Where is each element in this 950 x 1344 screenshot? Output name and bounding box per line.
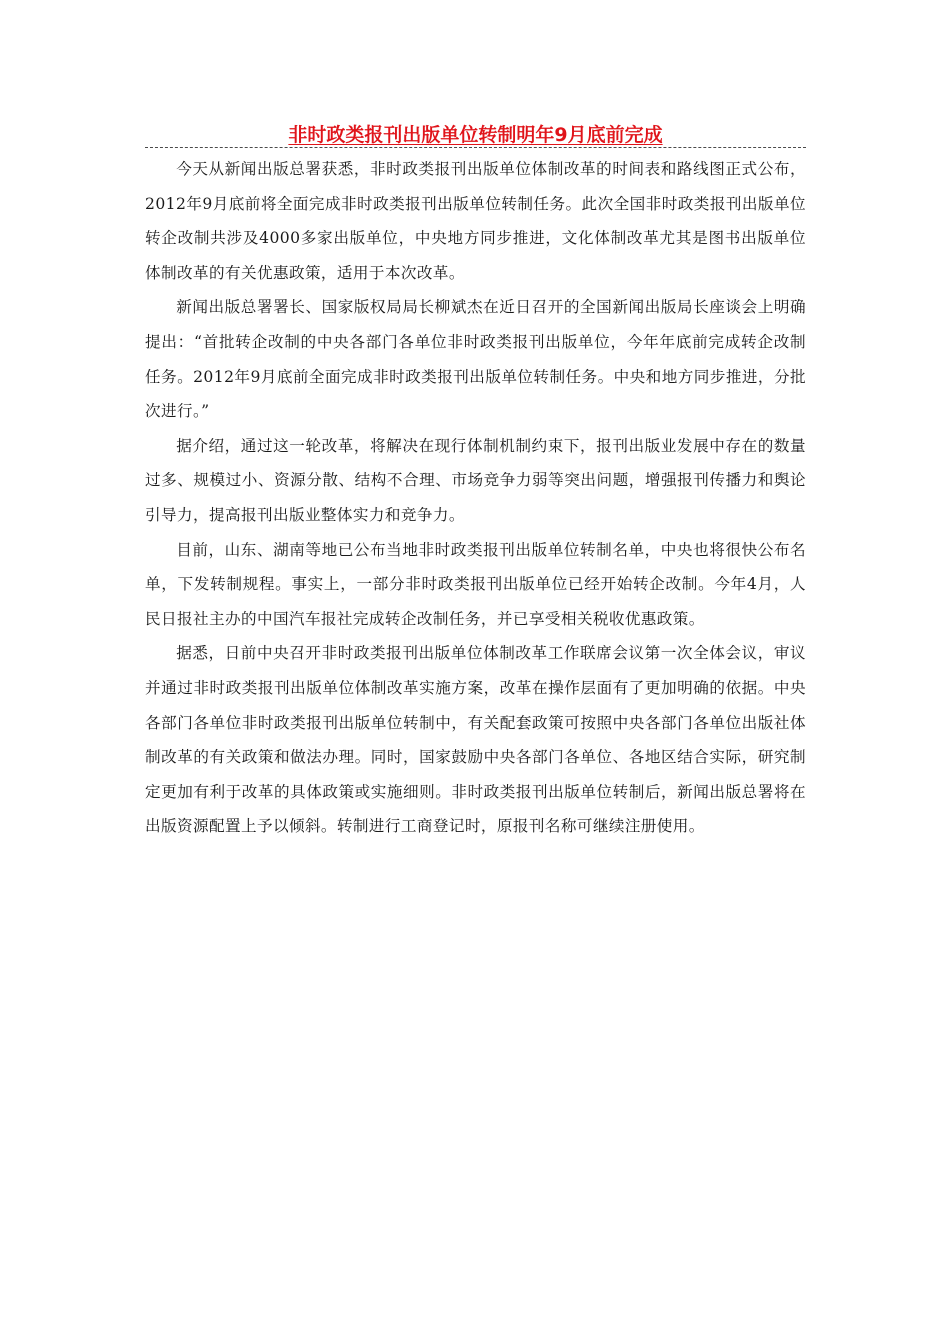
document-title: 非时政类报刊出版单位转制明年9月底前完成 <box>288 124 663 146</box>
article-body <box>145 152 806 844</box>
paragraph-1: 今天从新闻出版总署获悉，非时政类报刊出版单位体制改革的时间表和路线图正式公布，2012年9月底前将全面完成非时政类报刊出版单位转制任务。此次全国非时政类报刊出版单位转企改制共涉及4000多家出版单位，中央地方同步推进，文化体制改革尤其是图书出版单位体制改革的有关优惠政策，适用于本次改革。 <box>145 160 806 282</box>
document-title-wrapper <box>145 122 806 148</box>
paragraph-4: 目前，山东、湖南等地已公布当地非时政类报刊出版单位转制名单，中央也将很快公布名单，下发转制规程。事实上，一部分非时政类报刊出版单位已经开始转企改制。今年4月，人民日报社主办的中国汽车报社完成转企改制任务，并已享受相关税收优惠政策。 <box>145 540 806 628</box>
paragraph-5: 据悉，日前中央召开非时政类报刊出版单位体制改革工作联席会议第一次全体会议，审议并通过非时政类报刊出版单位体制改革实施方案，改革在操作层面有了更加明确的依据。中央各部门各单位非时政类报刊出版单位转制中，有关配套政策可按照中央各部门各单位出版社体制改革的有关政策和做法办理。同时，国家鼓励中央各部门各单位、各地区结合实际，研究制定更加有利于改革的具体政策或实施细则。非时政类报刊出版单位转制后，新闻出版总署将在出版资源配置上予以倾斜。转制进行工商登记时，原报刊名称可继续注册使用。 <box>145 644 806 836</box>
paragraph-2: 新闻出版总署署长、国家版权局局长柳斌杰在近日召开的全国新闻出版局长座谈会上明确提出：“首批转企改制的中央各部门各单位非时政类报刊出版单位，今年年底前完成转企改制任务。2012年9月底前全面完成非时政类报刊出版单位转制任务。中央和地方同步推进，分批次进行。” <box>145 298 806 421</box>
title-row <box>145 118 806 154</box>
paragraph-3: 据介绍，通过这一轮改革，将解决在现行体制机制约束下，报刊出版业发展中存在的数量过多、规模过小、资源分散、结构不合理、市场竞争力弱等突出问题，增强报刊传播力和舆论引导力，提高报刊出版业整体实力和竞争力。 <box>145 436 806 524</box>
